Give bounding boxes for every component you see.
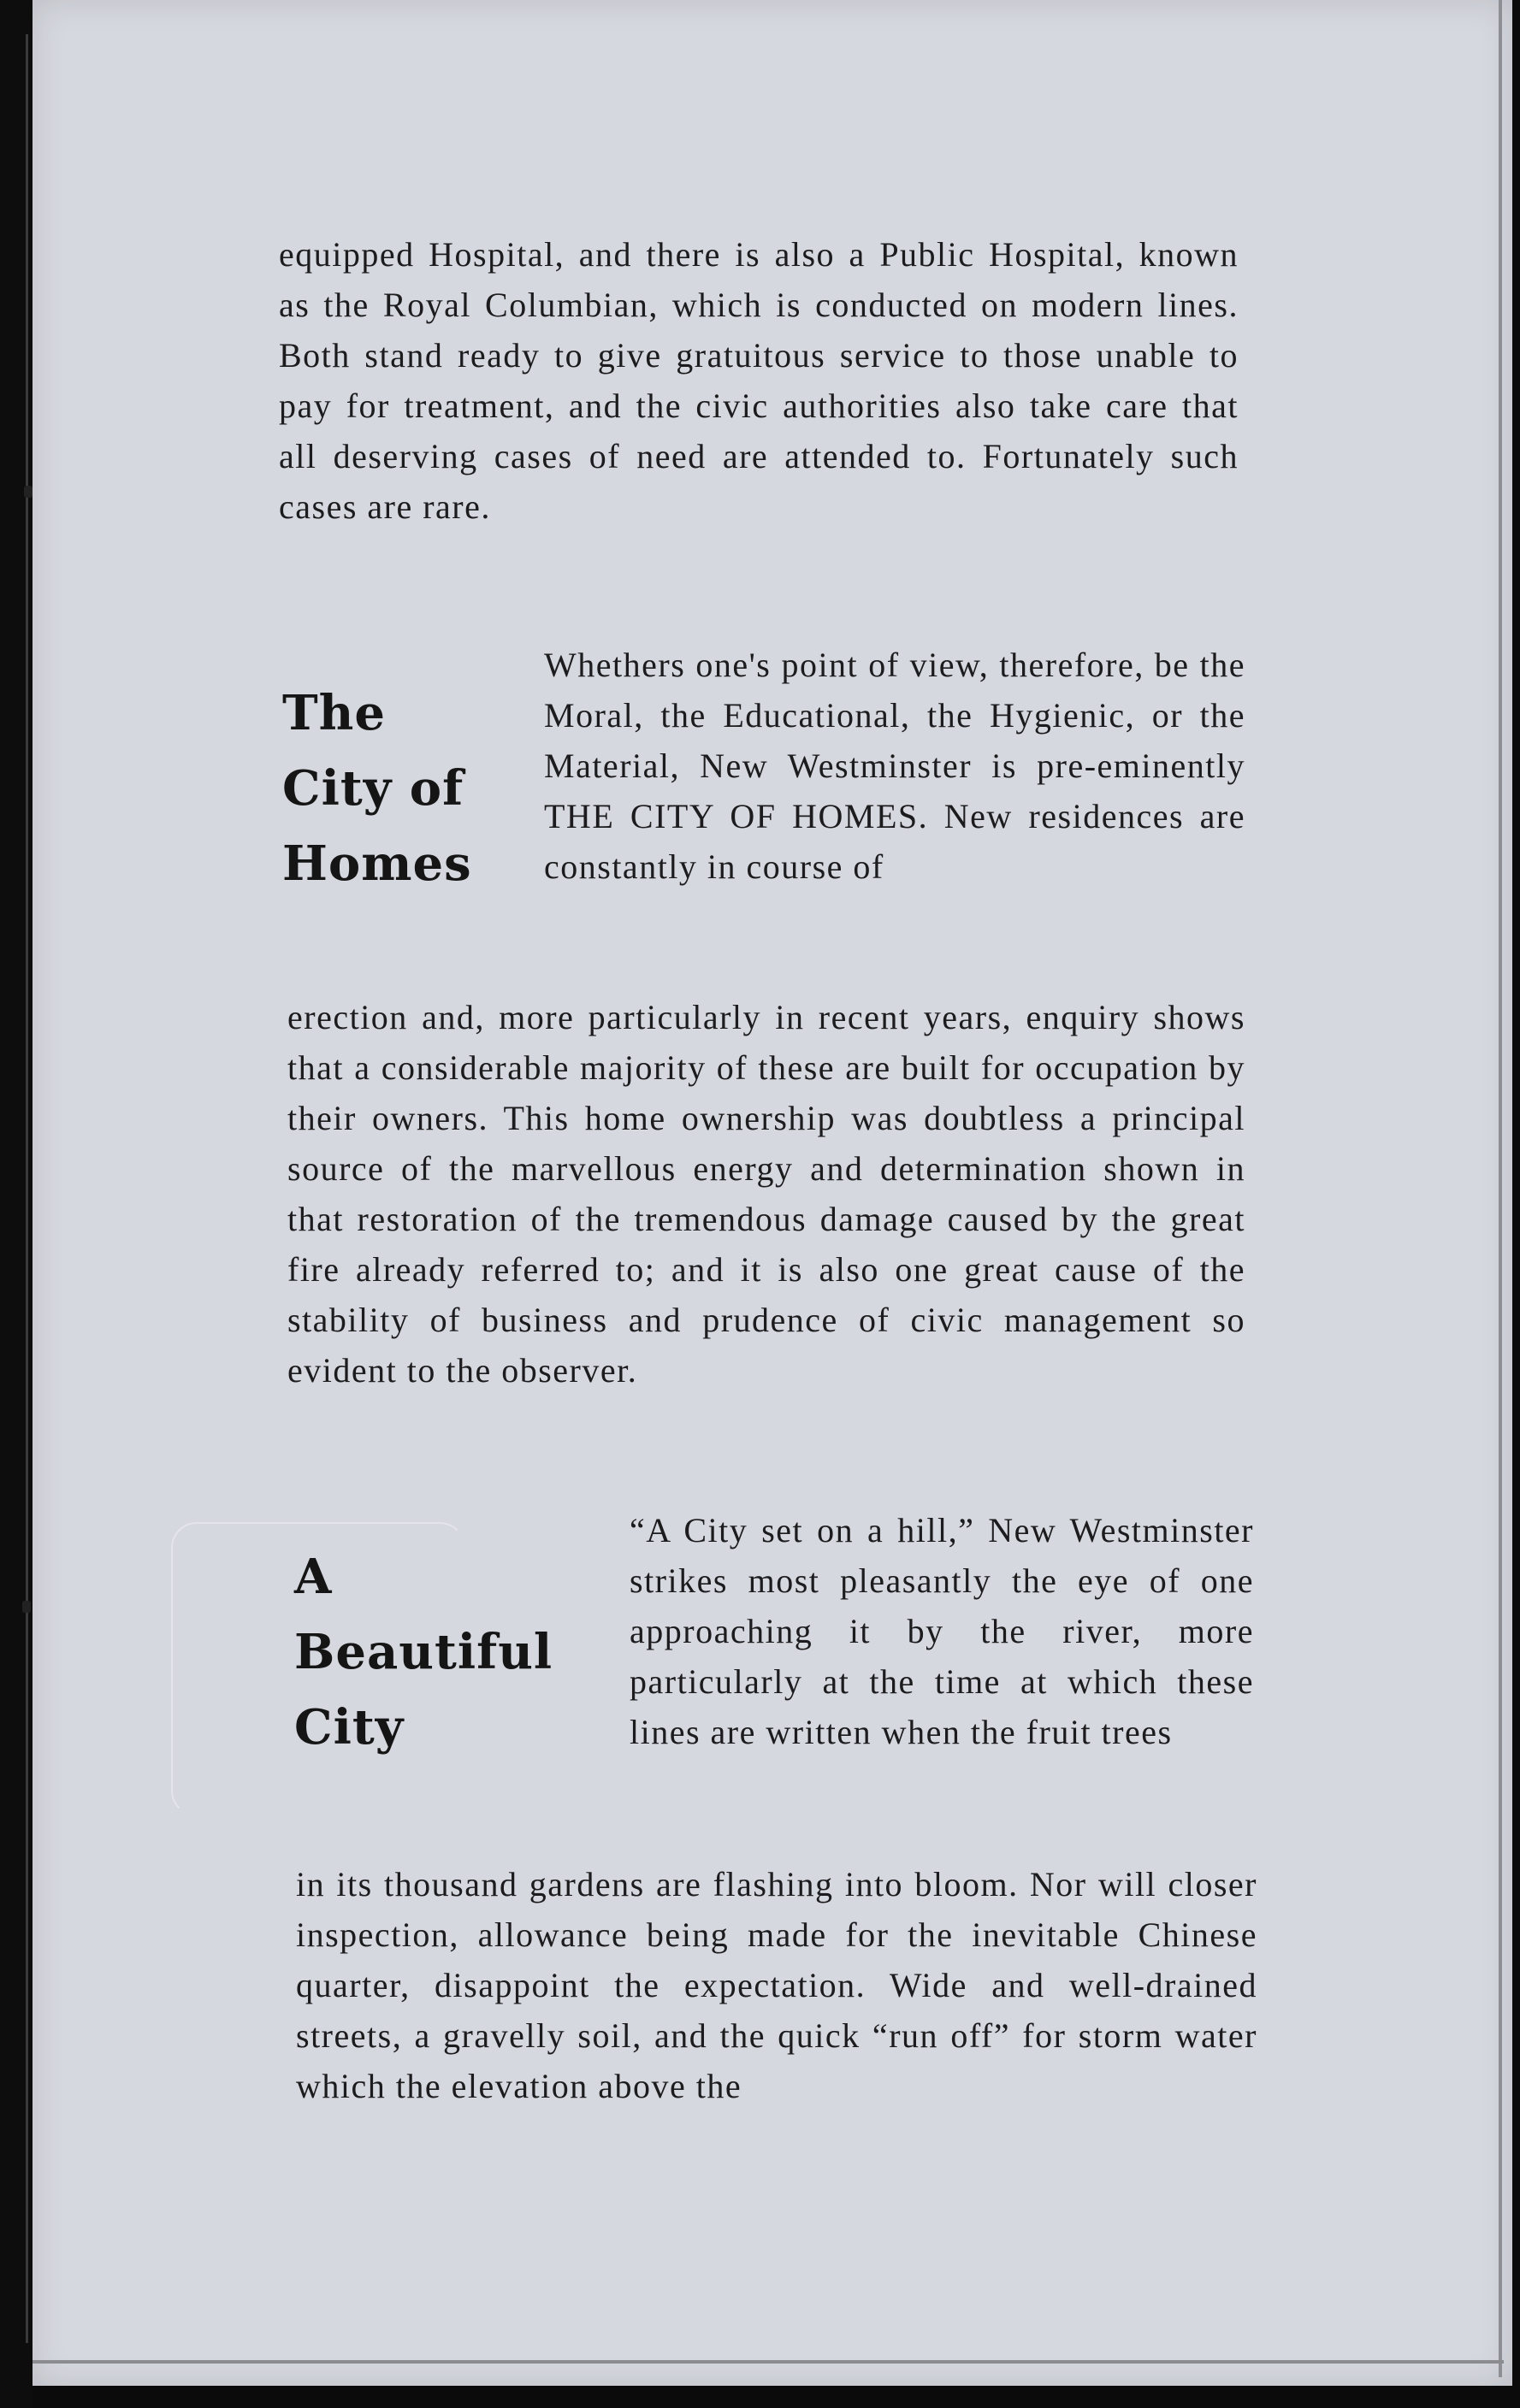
paragraph-city-of-homes: erection and, more particularly in recent years, enquiry shows that a considerable majority of these are built for occupation by their owners. This home ownership was doubtless a principal source of the marvellous energy and determination shown in that restoration of the tremendous damage caused by the great fire already referred to; and it is also one great cause of the stability of business and prudence of civic management so evident to the observer. [287,998,1245,1390]
page-right-edge [1499,0,1502,2377]
paragraph-city-of-homes-side: Whethers one's point of view, therefore, be the Moral, the Educational, the Hygienic, or the Material, New Westminster is pre-eminently THE CITY OF HOMES. New residences are constantly in course of [544,646,1245,886]
paragraph-hospital: equipped Hospital, and there is also a Public Hospital, known as the Royal Columbian, which is conducted on modern lines. Both stand ready to give gratuitous service to those unable to pay for treatment, and the civic authorities also take care that all deserving cases of need are attended to. Fortunately such cases are rare. [279,235,1239,526]
sidenote-line: A [294,1549,333,1605]
sidenote-line: City of [282,760,464,817]
sidenote-beautiful-city [294,1539,553,1765]
sidenote-line: The [282,685,387,741]
paragraph-beautiful-city: in its thousand gardens are flashing into bloom. Nor will closer inspection, allowance being made for the inevitable Chinese quarter, disappoint the expectation. Wide and well-drained streets, a gravelly soil, and the quick “run off” for storm water which the elevation above the [296,1865,1257,2105]
paragraph-beautiful-city-side: “A City set on a hill,” New Westminster strikes most pleasantly the eye of one approaching it by the river, more particularly at the time at which these lines are written when the fruit trees [630,1511,1254,1751]
page-bottom-edge [33,2360,1504,2364]
binding-line [26,34,28,2343]
sidenote-line: Beautiful [294,1624,553,1680]
sidenote-city-of-homes [282,676,472,901]
margin-mark-lower [22,1601,31,1613]
sidenote-line: Homes [282,835,472,892]
sidenote-line: City [294,1699,405,1756]
margin-mark-upper [24,486,33,498]
